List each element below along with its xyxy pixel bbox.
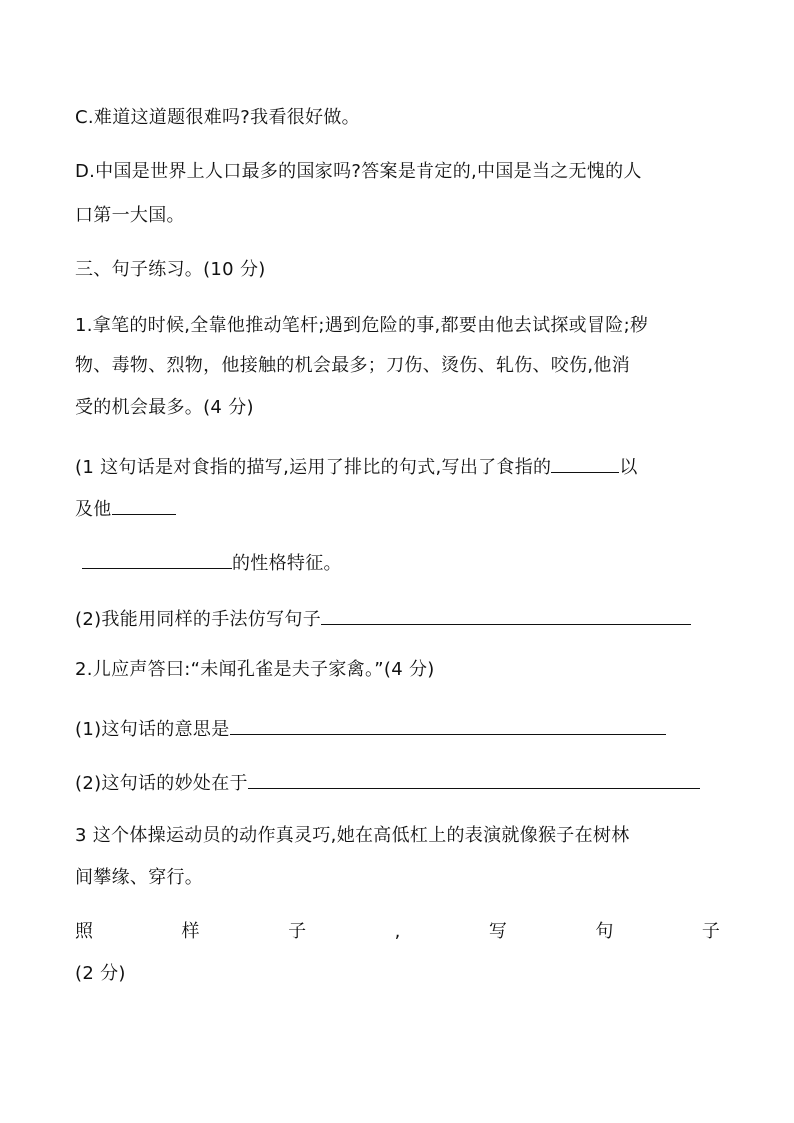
question-1-line2: 物、毒物、烈物，他接触的机会最多；刀伤、烫伤、轧伤、咬伤,他消 [75,355,631,376]
question-2-sub1-text: (1)这句话的意思是 [75,719,230,740]
question-3-instruction [75,920,720,944]
question-2-sub2-text: (2)这句话的妙处在于 [75,773,248,794]
question-2-title: 2.儿应声答曰:“未闻孔雀是夫子家禽。”(4 分) [75,659,435,680]
question-3-line2: 间攀缘、穿行。 [75,867,204,888]
option-d-line2: 口第一大国。 [75,205,185,226]
question-1-sub1-line1 [75,452,638,480]
option-c: C.难道这道题很难吗?我看很好做。 [75,107,360,128]
question-1-sub2-text: (2)我能用同样的手法仿写句子 [75,609,321,630]
answer-blank[interactable] [321,604,691,625]
question-2-sub2 [75,768,700,796]
question-3-points: (2 分) [75,963,126,984]
question-1-sub1-mid: 以 [619,457,638,478]
section-3-title: 三、句子练习。(10 分) [75,259,266,280]
answer-blank[interactable] [230,714,666,735]
instruction-char: 句 [595,921,614,942]
question-1-sub1-line2 [75,494,176,522]
instruction-char: 子 [288,921,307,942]
option-d-line1: D.中国是世界上人口最多的国家吗?答案是肯定的,中国是当之无愧的人 [75,161,642,182]
instruction-char: 照 [75,921,93,942]
question-1-sub1-prefix: (1 这句话是对食指的描写,运用了排比的句式,写出了食指的 [75,457,552,478]
question-1-sub2 [75,604,691,632]
instruction-char: 样 [181,921,200,942]
question-1-sub1-line2-text: 及他 [75,499,112,520]
answer-blank[interactable] [551,452,619,473]
question-1-line1: 1.拿笔的时候,全靠他推动笔杆;遇到危险的事,都要由他去试探或冒险;秽 [75,315,649,336]
question-2-sub1 [75,714,666,742]
instruction-char: 子 [701,921,720,942]
question-3-line1: 3 这个体操运动员的动作真灵巧,她在高低杠上的表演就像猴子在树林 [75,825,630,846]
question-1-line3: 受的机会最多。(4 分) [75,397,254,418]
question-1-sub1-suffix: 的性格特征。 [232,553,342,574]
instruction-char: , [394,921,401,942]
answer-blank[interactable] [112,494,176,515]
answer-blank[interactable] [82,548,232,569]
instruction-char: 写 [488,921,507,942]
answer-blank[interactable] [248,768,700,789]
question-1-sub1-line3 [82,548,342,576]
